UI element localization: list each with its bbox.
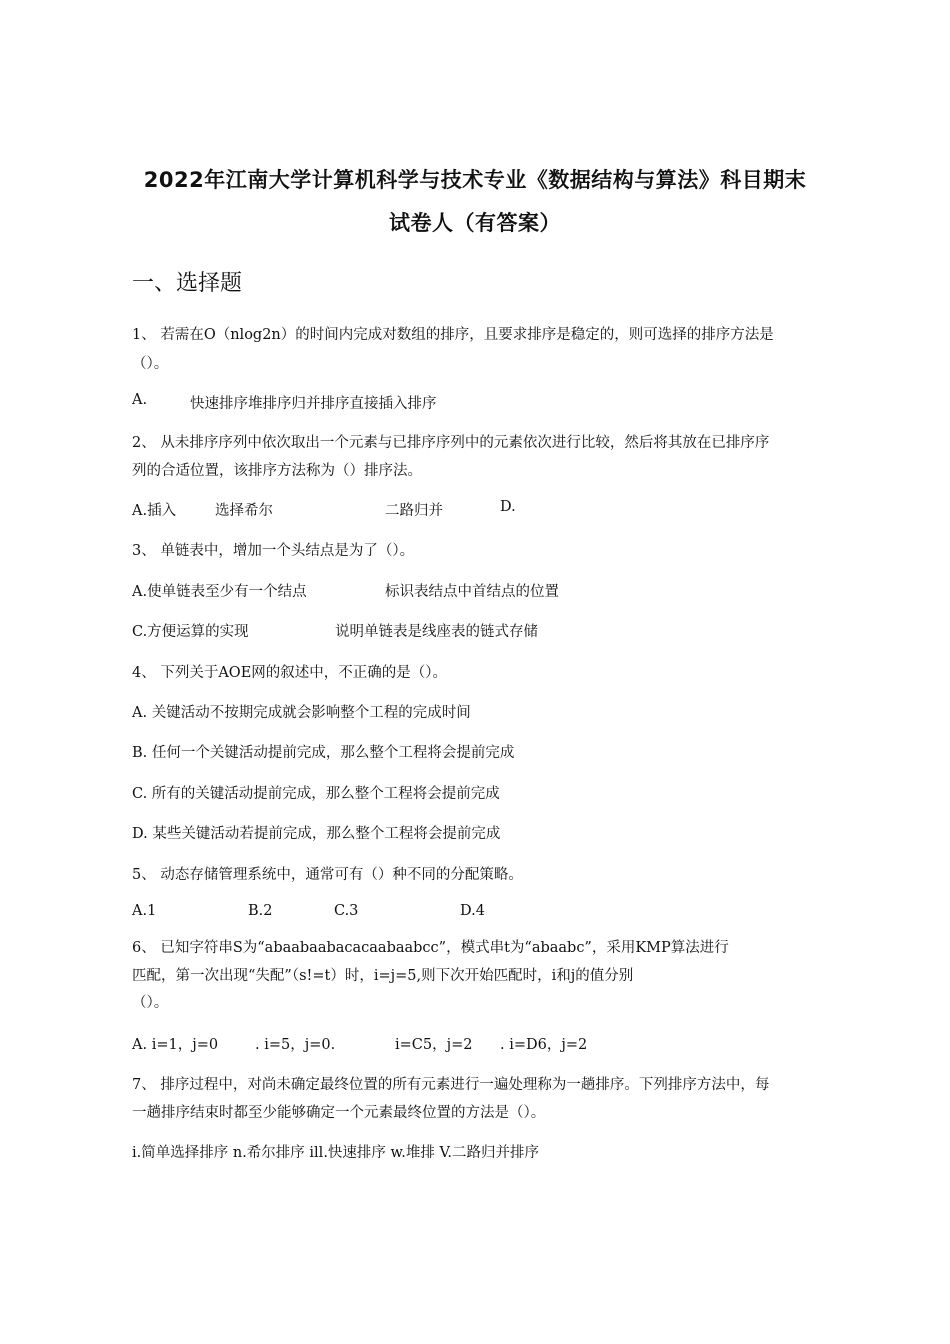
question-7-text: 7、 排序过程中，对尚未确定最终位置的所有元素进行一遍处理称为一趟排序。下列排序方法中，每 <box>132 1077 770 1093</box>
question-1-option-a-label: A. <box>132 392 148 408</box>
section-heading: 一、选择题 <box>132 271 243 296</box>
question-4-option-b: B. 任何一个关键活动提前完成，那么整个工程将会提前完成 <box>132 745 515 761</box>
question-5-option-b: B.2 <box>248 903 273 919</box>
question-1-text-cont: （）。 <box>132 356 169 372</box>
question-4-option-d: D. 某些关键活动若提前完成，那么整个工程将会提前完成 <box>132 826 501 842</box>
question-5-option-c: C.3 <box>334 903 359 919</box>
question-6-option-c: i=C5，j=2 <box>395 1037 473 1053</box>
question-4-option-a: A. 关键活动不按期完成就会影响整个工程的完成时间 <box>132 705 471 721</box>
question-3-option-a: A.使单链表至少有一个结点 <box>132 584 307 600</box>
question-4-option-c: C. 所有的关键活动提前完成，那么整个工程将会提前完成 <box>132 786 500 802</box>
question-1-text: 1、 若需在O（nlog2n）的时间内完成对数组的排序，且要求排序是稳定的，则可选择的排序方法是 <box>132 327 774 343</box>
question-2-text: 2、 从未排序序列中依次取出一个元素与已排序序列中的元素依次进行比较，然后将其放在已排序序 <box>132 435 770 451</box>
document-title-line-1: 2022年江南大学计算机科学与技术专业《数据结构与算法》科目期末 <box>143 168 807 192</box>
question-3-text: 3、 单链表中，增加一个头结点是为了（）。 <box>132 543 415 559</box>
question-5-text: 5、 动态存储管理系统中，通常可有（）种不同的分配策略。 <box>132 867 523 883</box>
question-3-option-c: C.方便运算的实现 <box>132 624 249 640</box>
question-5-option-a: A.1 <box>132 903 157 919</box>
question-6-option-b: . i=5，j=0. <box>255 1037 336 1053</box>
document-title-line-2: 试卷人（有答案） <box>389 211 561 235</box>
question-3-option-d: 说明单链表是线座表的链式存储 <box>335 624 538 640</box>
question-4-text: 4、 下列关于AOE网的叙述中，不正确的是（）。 <box>132 665 448 681</box>
question-5-option-d: D.4 <box>460 903 485 919</box>
question-7-text-cont: 一趟排序结束时都至少能够确定一个元素最终位置的方法是（）。 <box>132 1105 546 1121</box>
question-6-option-d: . i=D6，j=2 <box>500 1037 588 1053</box>
question-2-option-a: A.插入 <box>132 503 177 519</box>
question-2-option-c: 二路归并 <box>385 503 443 519</box>
question-6-option-a: A. i=1，j=0 <box>132 1037 219 1053</box>
question-7-choices: i.简单选择排序 n.希尔排序 ill.快速排序 w.堆排 V.二路归并排序 <box>132 1145 539 1161</box>
question-2-text-cont: 列的合适位置，该排序方法称为（）排序法。 <box>132 463 422 479</box>
question-6-text: 6、 已知字符串S为“abaabaabacacaabaabcc”，模式串t为“abaabc”，采用KMP算法进行 <box>132 940 729 956</box>
question-6-text-cont: 匹配，第一次出现“失配”（s!=t）时，i=j=5,则下次开始匹配时，i和j的值分别 <box>132 968 634 984</box>
question-3-option-b: 标识表结点中首结点的位置 <box>385 584 559 600</box>
question-2-option-d: D. <box>500 499 516 515</box>
question-6-text-cont-2: （）。 <box>132 995 169 1011</box>
question-2-option-b: 选择希尔 <box>215 503 273 519</box>
question-1-option-a-text: 快速排序堆排序归并排序直接插入排序 <box>190 396 437 412</box>
